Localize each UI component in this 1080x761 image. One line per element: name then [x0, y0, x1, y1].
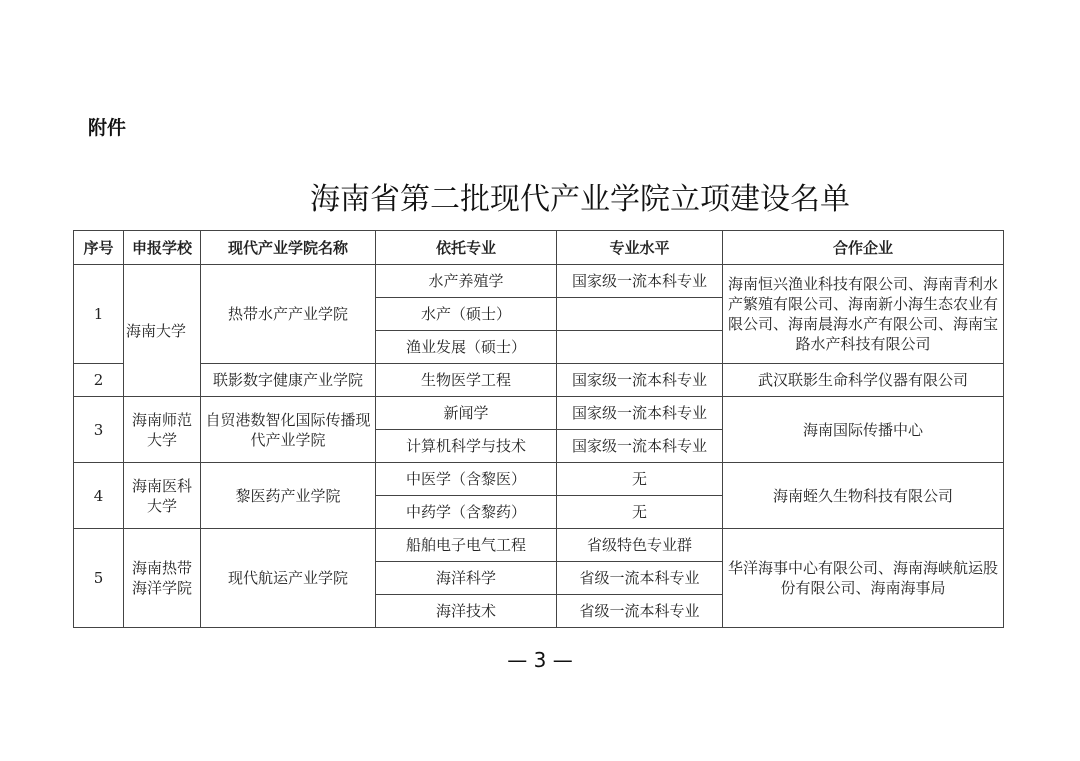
row-level: 国家级一流本科专业	[557, 397, 723, 430]
header-school: 申报学校	[124, 231, 201, 265]
row-level: 省级一流本科专业	[557, 595, 723, 628]
row-partners: 海南国际传播中心	[723, 397, 1004, 463]
row-partners: 海南蛭久生物科技有限公司	[723, 463, 1004, 529]
table-row	[74, 265, 1004, 298]
header-partners: 合作企业	[723, 231, 1004, 265]
table-row	[74, 529, 1004, 562]
row-no: 3	[74, 397, 124, 463]
project-list-table	[73, 230, 1004, 628]
row-major: 渔业发展（硕士）	[376, 331, 557, 364]
row-major: 海洋技术	[376, 595, 557, 628]
row-college: 联影数字健康产业学院	[201, 364, 376, 397]
row-major: 中医学（含黎医）	[376, 463, 557, 496]
row-major: 生物医学工程	[376, 364, 557, 397]
row-level: 国家级一流本科专业	[557, 430, 723, 463]
table-header-row	[74, 231, 1004, 265]
row-level: 省级一流本科专业	[557, 562, 723, 595]
row-major: 中药学（含黎药）	[376, 496, 557, 529]
row-no: 4	[74, 463, 124, 529]
row-school: 海南师范大学	[124, 397, 201, 463]
row-major: 海洋科学	[376, 562, 557, 595]
row-school: 海南医科大学	[124, 463, 201, 529]
page-number: — 3 —	[507, 648, 573, 672]
header-no: 序号	[74, 231, 124, 265]
row-major: 水产养殖学	[376, 265, 557, 298]
row-school: 海南热带海洋学院	[124, 529, 201, 628]
row-level	[557, 298, 723, 331]
row-college: 现代航运产业学院	[201, 529, 376, 628]
row-major: 水产（硕士）	[376, 298, 557, 331]
row-level: 省级特色专业群	[557, 529, 723, 562]
row-partners: 华洋海事中心有限公司、海南海峡航运股份有限公司、海南海事局	[723, 529, 1004, 628]
document-title: 海南省第二批现代产业学院立项建设名单	[310, 182, 850, 217]
row-partners: 海南恒兴渔业科技有限公司、海南青利水产繁殖有限公司、海南新小海生态农业有限公司、海南晨海水产有限公司、海南宝路水产科技有限公司	[723, 265, 1004, 364]
table-row	[74, 397, 1004, 430]
row-college: 黎医药产业学院	[201, 463, 376, 529]
row-level: 国家级一流本科专业	[557, 364, 723, 397]
row-partners: 武汉联影生命科学仪器有限公司	[723, 364, 1004, 397]
row-level: 无	[557, 496, 723, 529]
attachment-label: 附件	[88, 117, 127, 139]
row-no: 5	[74, 529, 124, 628]
header-major: 依托专业	[376, 231, 557, 265]
header-level: 专业水平	[557, 231, 723, 265]
row-college: 自贸港数智化国际传播现代产业学院	[201, 397, 376, 463]
row-no: 2	[74, 364, 124, 397]
table-row	[74, 364, 1004, 397]
row-major: 新闻学	[376, 397, 557, 430]
row-no: 1	[74, 265, 124, 364]
table-row	[74, 463, 1004, 496]
row-college: 热带水产产业学院	[201, 265, 376, 364]
row-school: 海南大学	[124, 265, 201, 397]
header-college: 现代产业学院名称	[201, 231, 376, 265]
row-major: 船舶电子电气工程	[376, 529, 557, 562]
row-level: 国家级一流本科专业	[557, 265, 723, 298]
row-major: 计算机科学与技术	[376, 430, 557, 463]
row-level	[557, 331, 723, 364]
row-level: 无	[557, 463, 723, 496]
